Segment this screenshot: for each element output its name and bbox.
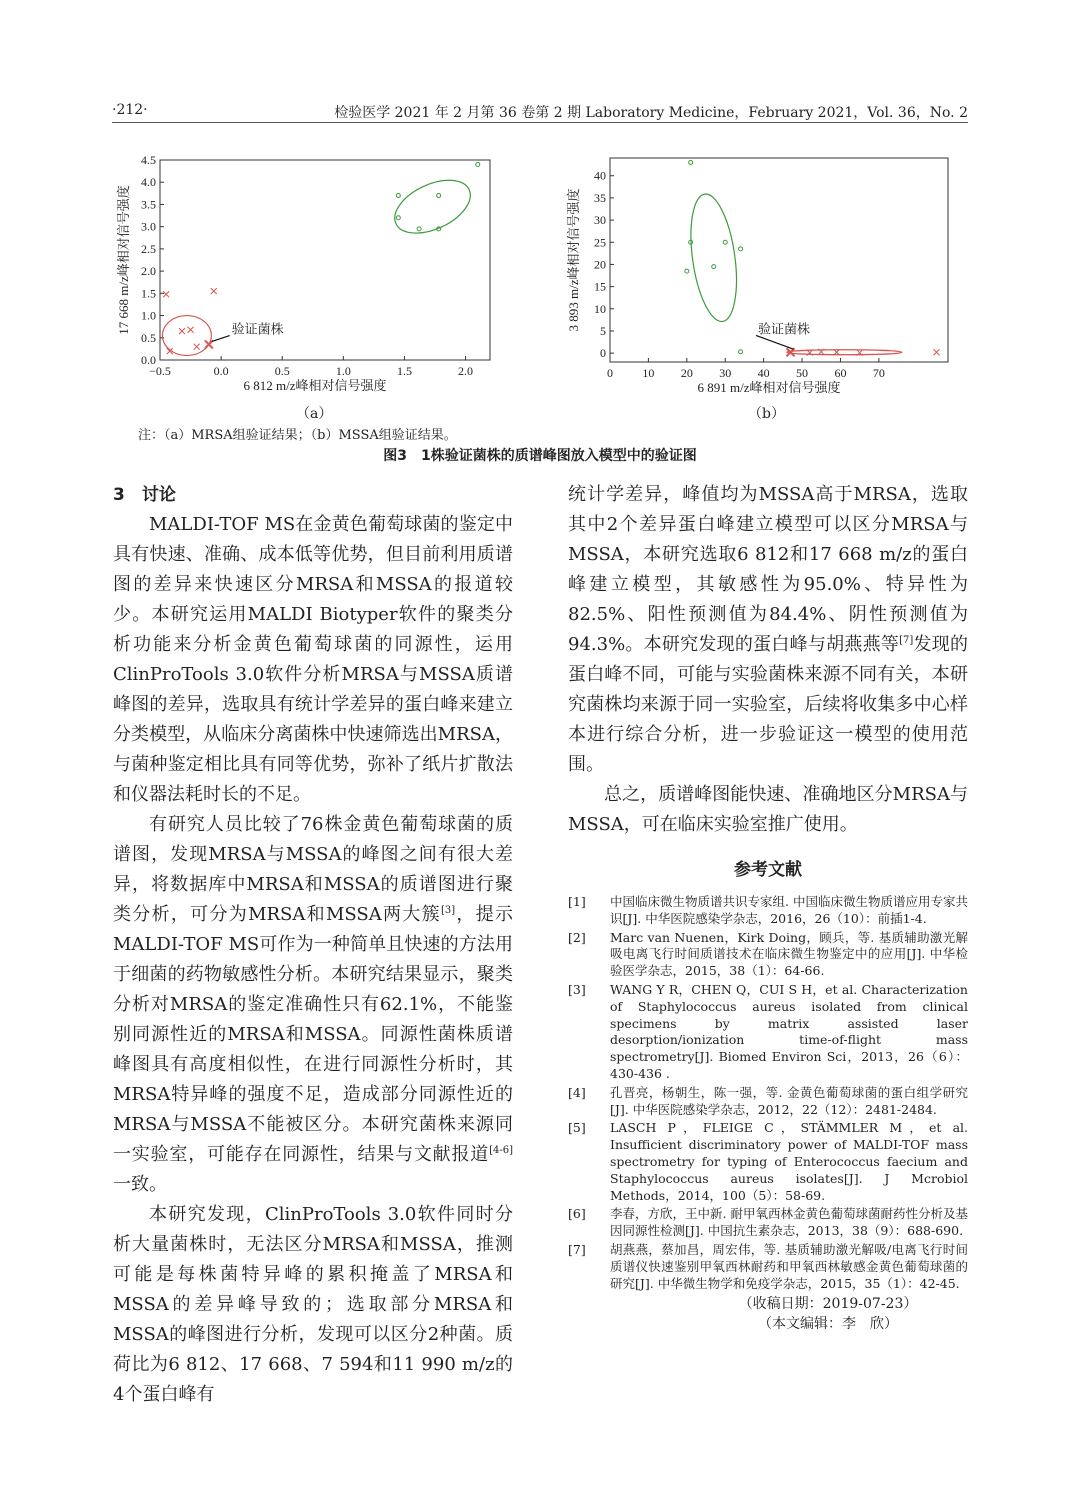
data-point-o — [685, 269, 689, 273]
x-tick-label: 70 — [872, 366, 885, 380]
y-tick-label: 0 — [600, 346, 606, 361]
y-tick-label: 3.5 — [141, 197, 156, 212]
y-tick-label: 40 — [594, 168, 606, 183]
chart-b — [565, 150, 960, 400]
x-tick-label: 30 — [719, 366, 732, 380]
y-tick-label: 35 — [594, 190, 606, 205]
y-tick-label: 25 — [594, 235, 606, 250]
data-point-o — [739, 350, 743, 354]
received-date: （收稿日期：2019-07-23） — [738, 1296, 918, 1313]
data-point-x — [933, 349, 939, 355]
cluster-ellipse — [387, 169, 479, 243]
cluster-ellipse — [684, 191, 744, 324]
reference-item — [568, 894, 968, 928]
data-point-o — [739, 247, 743, 251]
data-point-o — [476, 162, 480, 166]
data-point-o — [417, 227, 421, 231]
data-point-o — [712, 265, 716, 269]
subfigure-b-label: （b） — [748, 406, 785, 422]
x-tick-label: 40 — [757, 366, 770, 380]
reference-item — [568, 1085, 968, 1119]
annotation-label: 验证菌株 — [757, 321, 810, 337]
y-tick-label: 1.5 — [141, 286, 156, 301]
annotation-label: 验证菌株 — [231, 321, 284, 337]
data-point-x — [163, 291, 169, 297]
reference-number: [5] — [568, 1120, 586, 1136]
data-point-x — [211, 288, 217, 294]
y-tick-label: 1.0 — [141, 308, 156, 323]
reference-item — [568, 930, 968, 980]
journal-info: 检验医学 2021 年 2 月第 36 卷第 2 期 Laboratory Medicine，February 2021，Vol. 36，No. 2 — [334, 105, 968, 121]
right-column — [568, 480, 968, 1334]
citation[interactable]: [7] — [899, 635, 914, 646]
page-number: ·212· — [112, 102, 148, 118]
data-point-o — [396, 194, 400, 198]
data-point-o — [396, 216, 400, 220]
reference-item — [568, 1242, 968, 1292]
x-tick-label: 0 — [607, 366, 613, 380]
plot-frame — [160, 160, 490, 360]
reference-text: 中国临床微生物质谱共识专家组. 中国临床微生物质谱应用专家共识[J]. 中华医院感染学杂志，2016，26（10）：前插1-4. — [610, 894, 968, 926]
data-point-x — [188, 327, 194, 333]
reference-text: 胡燕燕，蔡加昌，周宏伟，等. 基质辅助激光解吸/电离飞行时间质谱仪快速鉴别甲氧西林耐药和甲氧西林敏感金黄色葡萄球菌的研究[J]. 中华微生物学和免疫学杂志，2015，35（1）：42-45. — [610, 1241, 968, 1291]
paragraph: 有研究人员比较了76株金黄色葡萄球菌的质谱图，发现MRSA与MSSA的峰图之间有很大差异，将数据库中MRSA和MSSA的质谱图进行聚类分析，可分为MRSA和MSSA两大簇[3]，提示MALDI-TOF MS可作为一种简单且快速的方法用于细菌的药物敏感性分析。本研究结果显示，聚类分析对MRSA的鉴定准确性只有62.1%，不能鉴别同源性近的MRSA和MSSA。同源性菌株质谱峰图具有高度相似性，在进行同源性分析时，其MRSA特异峰的强度不足，造成部分同源性近的MRSA与MSSA不能被区分。本研究菌株来源同一实验室，可能存在同源性，结果与文献报道[4-6]一致。 — [113, 814, 513, 1195]
x-tick-label: 10 — [642, 366, 655, 380]
y-tick-label: 4.0 — [141, 175, 156, 190]
figure-note: 注：（a）MRSA组验证结果；（b）MSSA组验证结果。 — [138, 428, 457, 443]
data-point-x — [194, 344, 200, 350]
y-tick-label: 2.5 — [141, 241, 156, 256]
citation[interactable]: [3] — [440, 905, 456, 916]
references-title: 参考文献 — [734, 860, 802, 880]
reference-item — [568, 1120, 968, 1204]
y-tick-label: 10 — [594, 301, 606, 316]
paragraph: 统计学差异，峰值均为MSSA高于MRSA，选取其中2个差异蛋白峰建立模型可以区分MRSA与MSSA，本研究选取6 812和17 668 m/z的蛋白峰建立模型，其敏感性为95.0%、特异性为82.5%、阳性预测值为84.4%、阴性预测值为94.3%。本研究发现的蛋白峰与胡燕燕等[7]发现的蛋白峰不同，可能与实验菌株来源不同有关，本研究菌株均来源于同一实验室，后续将收集多中心样本进行综合分析，进一步验证这一模型的使用范围。 — [568, 484, 968, 775]
x-tick-label: 2.0 — [458, 364, 474, 378]
cluster-ellipse — [162, 316, 211, 356]
cluster-ellipse — [787, 350, 902, 355]
citation[interactable]: [4-6] — [489, 1145, 513, 1156]
x-tick-label: 1.0 — [335, 364, 351, 378]
chart-a — [110, 150, 500, 400]
data-point-o — [437, 194, 441, 198]
x-tick-label: 20 — [680, 366, 693, 380]
data-point-o — [689, 160, 693, 164]
figure-caption: 图3 1株验证菌株的质谱峰图放入模型中的验证图 — [383, 448, 697, 464]
y-tick-label: 0.0 — [141, 353, 156, 367]
reference-item — [568, 982, 968, 1083]
y-tick-label: 20 — [594, 257, 606, 272]
y-axis-label: 3 893 m/z峰相对信号强度 — [566, 188, 581, 332]
reference-number: [4] — [568, 1084, 586, 1100]
y-tick-label: 30 — [594, 213, 606, 228]
annotation-arrow — [212, 336, 230, 342]
left-column — [113, 480, 513, 1410]
reference-number: [1] — [568, 894, 586, 909]
annotation-arrow — [756, 335, 794, 349]
x-axis-label: 6 812 m/z峰相对信号强度 — [243, 378, 387, 393]
x-tick-label: 60 — [834, 366, 847, 380]
reference-item — [568, 1206, 968, 1240]
y-tick-label: 15 — [594, 279, 606, 294]
x-tick-label: −0.5 — [149, 364, 171, 378]
editor: （本文编辑：李 欣） — [758, 1316, 898, 1333]
paragraph: 本研究发现，ClinProTools 3.0软件同时分析大量菌株时，无法区分MRSA和MSSA，推测可能是每株菌特异峰的累积掩盖了MRSA和MSSA的差异峰导致的；选取部分MRSA和MSSA的峰图进行分析，发现可以区分2种菌。质荷比为6 812、17 668、7 594和11 990 m/z的4个蛋白峰有 — [113, 1204, 513, 1405]
x-axis-label: 6 891 m/z峰相对信号强度 — [697, 380, 841, 395]
x-tick-label: 50 — [796, 366, 809, 380]
reference-number: [3] — [568, 981, 586, 997]
reference-text: WANG Y R，CHEN Q，CUI S H，et al. Characterization of Staphylococcus aureus isolated from clinical specimens by matrix assisted laser desorption/ionization time-of-flight mass spectrometry[J]. Biomed Environ Sci，2013，26（6）：430-436 . — [610, 981, 968, 1081]
reference-text: 孔晋亮，杨朝生，陈一强，等. 金黄色葡萄球菌的蛋白组学研究[J]. 中华医院感染学杂志，2012，22（12）：2481-2484. — [610, 1084, 968, 1117]
y-tick-label: 2.0 — [141, 264, 156, 279]
data-point-x — [179, 328, 185, 334]
paragraph: 总之，质谱峰图能快速、准确地区分MRSA与MSSA，可在临床实验室推广使用。 — [568, 784, 968, 835]
subfigure-a-label: （a） — [296, 406, 333, 422]
reference-text: Marc van Nuenen，Kirk Doing，顾兵，等. 基质辅助激光解吸电离飞行时间质谱技术在临床微生物鉴定中的应用[J]. 中华检验医学杂志，2015，38（1）：64-66. — [610, 929, 968, 979]
reference-text: 李春，方欣，王中新. 耐甲氧西林金黄色葡萄球菌耐药性分析及基因同源性检测[J]. 中国抗生素杂志，2013，38（9）：688-690. — [610, 1206, 968, 1239]
reference-number: [2] — [568, 929, 586, 945]
running-header — [112, 100, 968, 123]
reference-text: LASCH P，FLEIGE C，STÄMMLER M，et al. Insufficient discriminatory power of MALDI-TOF mass spectrometry for typing of Enterococcus faecium and Staphylococcus aureus isolates[J]. J Mcrobiol Methods，2014，100（5）：58-69. — [610, 1120, 968, 1203]
reference-number: [7] — [568, 1241, 586, 1257]
validation-point — [205, 340, 213, 348]
y-tick-label: 4.5 — [141, 153, 156, 167]
data-point-o — [723, 240, 727, 244]
y-tick-label: 5 — [600, 323, 606, 338]
x-tick-label: 1.5 — [396, 364, 412, 378]
x-tick-label: 0.5 — [274, 364, 290, 378]
reference-number: [6] — [568, 1206, 586, 1222]
section-title: 3 讨论 — [113, 485, 176, 505]
paragraph: MALDI-TOF MS在金黄色葡萄球菌的鉴定中具有快速、准确、成本低等优势，但目前利用质谱图的差异来快速区分MRSA和MSSA的报道较少。本研究运用MALDI Biotyper软件的聚类分析功能来分析金黄色葡萄球菌的同源性，运用ClinProTools 3.0软件分析MRSA与MSSA质谱峰图的差异，选取具有统计学差异的蛋白峰来建立分类模型，从临床分离菌株中快速筛选出MRSA，与菌种鉴定相比具有同等优势，弥补了纸片扩散法和仪器法耗时长的不足。 — [113, 514, 513, 805]
y-tick-label: 0.5 — [141, 330, 156, 345]
x-tick-label: 0.0 — [213, 364, 229, 378]
y-axis-label: 17 668 m/z峰相对信号强度 — [116, 185, 131, 335]
reference-list — [568, 894, 968, 1292]
y-tick-label: 3.0 — [141, 219, 156, 234]
